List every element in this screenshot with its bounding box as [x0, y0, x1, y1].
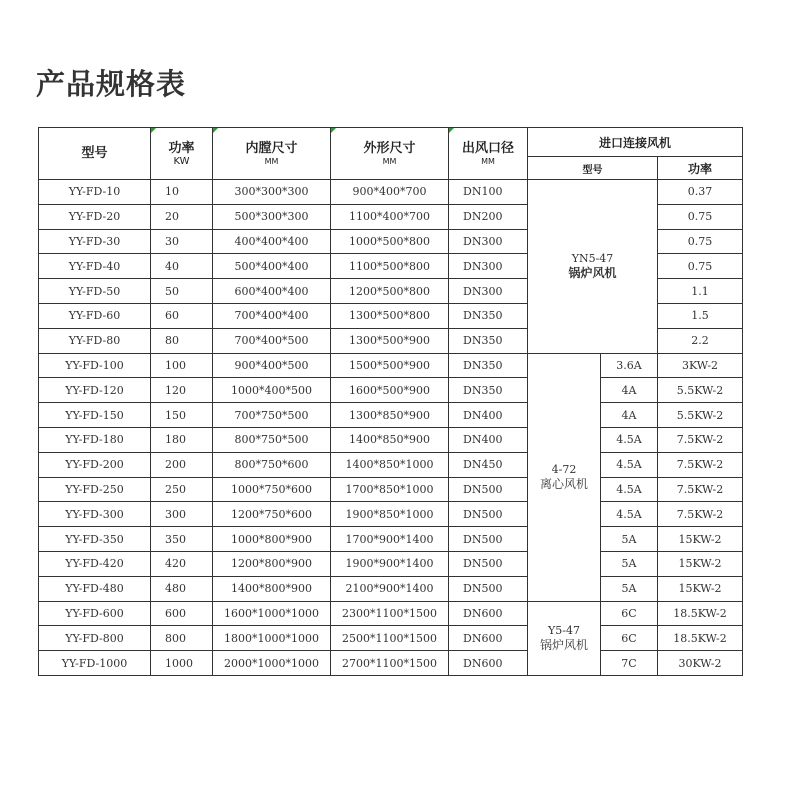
- cell-model: YY-FD-420: [39, 551, 151, 576]
- table-row: [39, 651, 743, 676]
- cell-inner-size: 800*750*500: [213, 427, 331, 452]
- cell-outlet: DN500: [449, 576, 528, 601]
- cell-outer-size: 1400*850*1000: [331, 452, 449, 477]
- cell-inner-size: 500*400*400: [213, 254, 331, 279]
- cell-inner-size: 1600*1000*1000: [213, 601, 331, 626]
- cell-outlet: DN300: [449, 254, 528, 279]
- cell-fan-power: 0.37: [658, 180, 743, 205]
- cell-power: 10: [151, 180, 213, 205]
- cell-power: 250: [151, 477, 213, 502]
- cell-outlet: DN300: [449, 229, 528, 254]
- cell-inner-size: 700*400*500: [213, 328, 331, 353]
- table-row: [39, 477, 743, 502]
- cell-fan-model: 4.5A: [601, 452, 658, 477]
- cell-power: 350: [151, 527, 213, 552]
- cell-fan-model: 5A: [601, 527, 658, 552]
- cell-outer-size: 1900*900*1400: [331, 551, 449, 576]
- cell-fan-model: 6C: [601, 601, 658, 626]
- cell-outer-size: 1300*500*800: [331, 303, 449, 328]
- cell-outer-size: 1500*500*900: [331, 353, 449, 378]
- cell-fan-model: 6C: [601, 626, 658, 651]
- cell-fan-model: 4.5A: [601, 502, 658, 527]
- cell-fan-power: 15KW-2: [658, 576, 743, 601]
- cell-outer-size: 1300*500*900: [331, 328, 449, 353]
- cell-inner-size: 600*400*400: [213, 279, 331, 304]
- spec-table-body: [39, 180, 743, 676]
- cell-power: 420: [151, 551, 213, 576]
- cell-inner-size: 1000*800*900: [213, 527, 331, 552]
- cell-power: 40: [151, 254, 213, 279]
- cell-power: 200: [151, 452, 213, 477]
- header-inlet-fan: 进口连接风机: [528, 128, 743, 157]
- header-inner-size: 内膛尺寸 MM: [213, 128, 331, 180]
- table-row: [39, 601, 743, 626]
- cell-outlet: DN500: [449, 551, 528, 576]
- cell-outer-size: 1700*900*1400: [331, 527, 449, 552]
- cell-model: YY-FD-600: [39, 601, 151, 626]
- cell-outer-size: 2700*1100*1500: [331, 651, 449, 676]
- cell-fan-model: 4A: [601, 378, 658, 403]
- header-power: 功率 KW: [151, 128, 213, 180]
- cell-model: YY-FD-300: [39, 502, 151, 527]
- cell-inner-size: 1000*400*500: [213, 378, 331, 403]
- cell-model: YY-FD-100: [39, 353, 151, 378]
- header-outer-size: 外形尺寸 MM: [331, 128, 449, 180]
- cell-fan-power: 1.5: [658, 303, 743, 328]
- cell-inner-size: 700*400*400: [213, 303, 331, 328]
- table-row: [39, 403, 743, 428]
- cell-outlet: DN350: [449, 378, 528, 403]
- cell-outer-size: 1100*500*800: [331, 254, 449, 279]
- cell-fan-model: 4.5A: [601, 427, 658, 452]
- cell-outer-size: 1600*500*900: [331, 378, 449, 403]
- cell-inner-size: 700*750*500: [213, 403, 331, 428]
- cell-model: YY-FD-20: [39, 204, 151, 229]
- cell-inner-size: 400*400*400: [213, 229, 331, 254]
- table-row: [39, 527, 743, 552]
- cell-outer-size: 2100*900*1400: [331, 576, 449, 601]
- cell-outlet: DN350: [449, 328, 528, 353]
- cell-model: YY-FD-480: [39, 576, 151, 601]
- cell-model: YY-FD-350: [39, 527, 151, 552]
- cell-fan-model: 7C: [601, 651, 658, 676]
- table-row: [39, 378, 743, 403]
- cell-fan-group: [528, 353, 601, 601]
- cell-fan-model: 4.5A: [601, 477, 658, 502]
- cell-outlet: DN350: [449, 303, 528, 328]
- cell-power: 300: [151, 502, 213, 527]
- cell-model: YY-FD-250: [39, 477, 151, 502]
- cell-fan-power: 30KW-2: [658, 651, 743, 676]
- cell-outer-size: 1400*850*900: [331, 427, 449, 452]
- cell-fan-power: 5.5KW-2: [658, 378, 743, 403]
- cell-fan-group: [528, 601, 601, 675]
- cell-power: 150: [151, 403, 213, 428]
- fan-group-model: 4-72: [551, 463, 577, 477]
- cell-inner-size: 900*400*500: [213, 353, 331, 378]
- cell-outlet: DN500: [449, 527, 528, 552]
- cell-inner-size: 1400*800*900: [213, 576, 331, 601]
- cell-power: 120: [151, 378, 213, 403]
- spec-table: [38, 127, 743, 676]
- cell-power: 800: [151, 626, 213, 651]
- cell-fan-power: 1.1: [658, 279, 743, 304]
- cell-fan-group: [528, 180, 658, 354]
- cell-fan-model: 5A: [601, 551, 658, 576]
- cell-fan-power: 7.5KW-2: [658, 477, 743, 502]
- cell-fan-power: 0.75: [658, 254, 743, 279]
- cell-power: 50: [151, 279, 213, 304]
- cell-outlet: DN350: [449, 353, 528, 378]
- cell-outlet: DN500: [449, 502, 528, 527]
- cell-model: YY-FD-40: [39, 254, 151, 279]
- fan-group-type: 离心风机: [539, 477, 588, 492]
- cell-power: 20: [151, 204, 213, 229]
- cell-model: YY-FD-200: [39, 452, 151, 477]
- cell-inner-size: 500*300*300: [213, 204, 331, 229]
- cell-outlet: DN300: [449, 279, 528, 304]
- header-model: 型号: [39, 128, 151, 180]
- cell-inner-size: 800*750*600: [213, 452, 331, 477]
- cell-inner-size: 1000*750*600: [213, 477, 331, 502]
- table-row: [39, 626, 743, 651]
- cell-fan-power: 5.5KW-2: [658, 403, 743, 428]
- cell-outer-size: 900*400*700: [331, 180, 449, 205]
- cell-outlet: DN400: [449, 427, 528, 452]
- cell-outlet: DN600: [449, 601, 528, 626]
- table-row: [39, 502, 743, 527]
- cell-fan-power: 18.5KW-2: [658, 626, 743, 651]
- cell-model: YY-FD-150: [39, 403, 151, 428]
- cell-model: YY-FD-1000: [39, 651, 151, 676]
- cell-model: YY-FD-30: [39, 229, 151, 254]
- cell-fan-power: 18.5KW-2: [658, 601, 743, 626]
- cell-outer-size: 1200*500*800: [331, 279, 449, 304]
- cell-model: YY-FD-50: [39, 279, 151, 304]
- fan-group-model: Y5-47: [548, 624, 580, 638]
- cell-outlet: DN450: [449, 452, 528, 477]
- cell-outlet: DN600: [449, 626, 528, 651]
- cell-power: 480: [151, 576, 213, 601]
- table-row: [39, 427, 743, 452]
- cell-power: 80: [151, 328, 213, 353]
- cell-fan-model: 4A: [601, 403, 658, 428]
- cell-fan-power: 7.5KW-2: [658, 452, 743, 477]
- cell-fan-power: 0.75: [658, 204, 743, 229]
- cell-fan-power: 15KW-2: [658, 551, 743, 576]
- cell-fan-model: 3.6A: [601, 353, 658, 378]
- cell-model: YY-FD-120: [39, 378, 151, 403]
- cell-model: YY-FD-800: [39, 626, 151, 651]
- header-fan-model: 型号: [528, 157, 658, 180]
- cell-outlet: DN200: [449, 204, 528, 229]
- cell-inner-size: 300*300*300: [213, 180, 331, 205]
- cell-outlet: DN100: [449, 180, 528, 205]
- cell-outer-size: 1900*850*1000: [331, 502, 449, 527]
- cell-fan-power: 15KW-2: [658, 527, 743, 552]
- table-row: [39, 452, 743, 477]
- cell-outer-size: 1700*850*1000: [331, 477, 449, 502]
- cell-outlet: DN600: [449, 651, 528, 676]
- cell-outlet: DN400: [449, 403, 528, 428]
- cell-power: 600: [151, 601, 213, 626]
- cell-fan-power: 7.5KW-2: [658, 427, 743, 452]
- cell-outer-size: 2500*1100*1500: [331, 626, 449, 651]
- table-row: [39, 353, 743, 378]
- cell-model: YY-FD-180: [39, 427, 151, 452]
- fan-group-type: 锅炉风机: [539, 638, 588, 653]
- cell-power: 100: [151, 353, 213, 378]
- header-fan-power: 功率: [658, 157, 743, 180]
- cell-fan-power: 0.75: [658, 229, 743, 254]
- cell-power: 60: [151, 303, 213, 328]
- cell-fan-power: 2.2: [658, 328, 743, 353]
- cell-outer-size: 2300*1100*1500: [331, 601, 449, 626]
- header-outlet: 出风口径 MM: [449, 128, 528, 180]
- fan-group-type: 锅炉风机: [568, 266, 617, 281]
- cell-outer-size: 1300*850*900: [331, 403, 449, 428]
- cell-outer-size: 1000*500*800: [331, 229, 449, 254]
- cell-power: 1000: [151, 651, 213, 676]
- cell-inner-size: 1200*800*900: [213, 551, 331, 576]
- cell-inner-size: 2000*1000*1000: [213, 651, 331, 676]
- cell-fan-power: 3KW-2: [658, 353, 743, 378]
- cell-power: 180: [151, 427, 213, 452]
- cell-outer-size: 1100*400*700: [331, 204, 449, 229]
- table-row: [39, 551, 743, 576]
- table-row: [39, 576, 743, 601]
- cell-inner-size: 1200*750*600: [213, 502, 331, 527]
- table-row: [39, 180, 743, 205]
- cell-power: 30: [151, 229, 213, 254]
- cell-outlet: DN500: [449, 477, 528, 502]
- cell-inner-size: 1800*1000*1000: [213, 626, 331, 651]
- cell-model: YY-FD-10: [39, 180, 151, 205]
- cell-fan-power: 7.5KW-2: [658, 502, 743, 527]
- cell-model: YY-FD-60: [39, 303, 151, 328]
- page-title: 产品规格表: [36, 67, 187, 101]
- cell-fan-model: 5A: [601, 576, 658, 601]
- fan-group-model: YN5-47: [571, 252, 614, 266]
- cell-model: YY-FD-80: [39, 328, 151, 353]
